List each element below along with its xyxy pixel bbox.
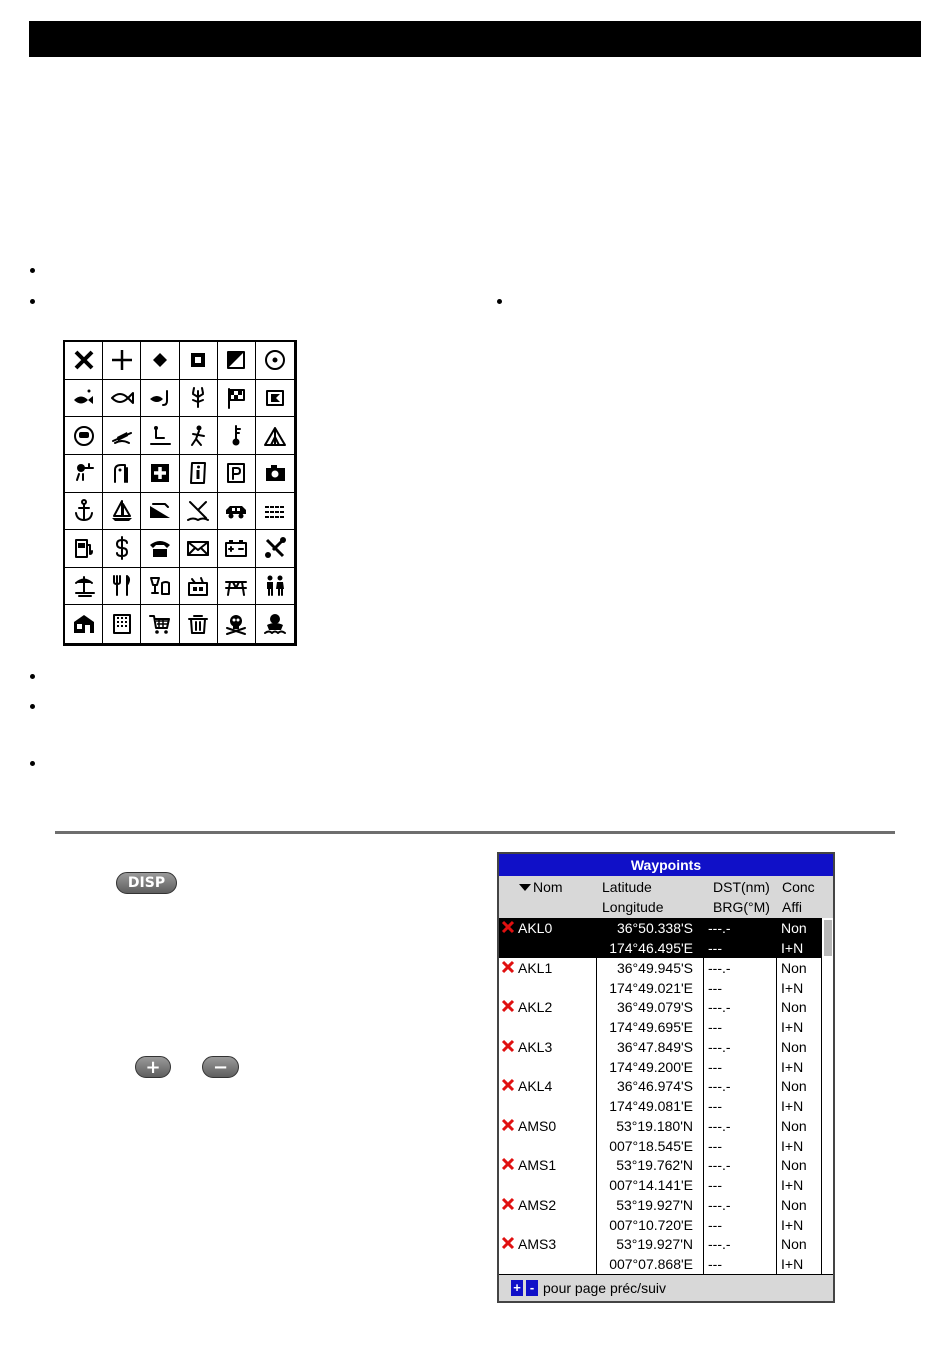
column-divider (776, 918, 777, 1274)
shop-icon (185, 573, 211, 599)
battery-icon (223, 535, 249, 561)
symbol-cell (141, 417, 179, 455)
fish-shoal-icon (71, 385, 97, 411)
telephone-icon (147, 535, 173, 561)
header-conc: Conc (782, 879, 815, 895)
symbol-cell (141, 568, 179, 606)
danger-icon (262, 611, 288, 637)
symbol-cell (103, 568, 141, 606)
waypoint-row[interactable] (499, 1076, 821, 1116)
symbol-cell (103, 417, 141, 455)
header-longitude: Longitude (602, 899, 664, 915)
symbol-cell (103, 380, 141, 418)
waypoint-conc: Non (781, 1078, 807, 1094)
car-icon (223, 498, 249, 524)
flag-icon (262, 385, 288, 411)
sailboat-icon (109, 498, 135, 524)
waypoint-bearing: --- (708, 1177, 722, 1193)
waypoint-row[interactable] (499, 1234, 821, 1274)
waypoint-latitude: 53°19.180'N (616, 1117, 693, 1134)
header-brg: BRG(°M) (713, 899, 770, 915)
half-square-icon (223, 347, 249, 373)
bullet (497, 299, 502, 304)
symbol-cell (256, 493, 294, 531)
waypoint-bearing: --- (708, 1216, 722, 1233)
toilets-icon (109, 460, 135, 486)
waypoint-longitude: 174°49.695'E (609, 1019, 693, 1035)
symbol-cell (218, 605, 256, 643)
symbol-cell (218, 342, 256, 380)
camera-icon (262, 460, 288, 486)
tent-icon (262, 423, 288, 449)
symbol-cell (256, 530, 294, 568)
first-aid-icon (147, 460, 173, 486)
symbol-cell (218, 455, 256, 493)
waypoint-longitude: 007°18.545'E (609, 1137, 693, 1154)
fish-outline-icon (109, 385, 135, 411)
waypoint-longitude: 174°46.495'E (609, 940, 693, 956)
waypoint-distance: ---.- (708, 1196, 731, 1213)
symbol-cell (65, 493, 103, 531)
disp-key: DISP (116, 872, 177, 894)
restaurant-icon (109, 573, 135, 599)
delete-mark-icon (501, 918, 515, 938)
diamond-icon (147, 347, 173, 373)
delete-mark-icon (501, 1037, 515, 1057)
symbol-cell (141, 530, 179, 568)
symbol-cell (218, 417, 256, 455)
thermometer-icon (223, 423, 249, 449)
tools-icon (262, 535, 288, 561)
delete-mark-icon (501, 997, 515, 1017)
waypoint-longitude: 174°49.021'E (609, 979, 693, 996)
waypoint-list-screen (497, 852, 835, 1303)
bullet (30, 761, 35, 766)
shower-icon (71, 460, 97, 486)
waypoint-row[interactable] (499, 997, 821, 1037)
bullet (30, 299, 35, 304)
waypoint-list-header (499, 876, 833, 918)
waypoint-rows (499, 918, 821, 1274)
symbol-cell (103, 342, 141, 380)
waypoint-latitude: 36°50.338'S (616, 920, 693, 936)
symbol-cell (65, 380, 103, 418)
waypoint-affi: I+N (781, 1058, 804, 1075)
waypoint-affi: I+N (781, 1098, 804, 1114)
symbol-cell (65, 568, 103, 606)
house-icon (71, 611, 97, 637)
delete-mark-icon (501, 1234, 515, 1254)
waypoint-conc: Non (781, 1117, 807, 1134)
waypoint-row[interactable] (499, 1195, 821, 1235)
waypoint-distance: ---.- (708, 1078, 731, 1094)
waypoint-latitude: 53°19.927'N (616, 1196, 693, 1213)
waypoint-distance: ---.- (708, 1157, 731, 1173)
header-name[interactable]: Nom (533, 879, 563, 895)
fish-hook-icon (147, 385, 173, 411)
footer-minus-key: - (526, 1280, 538, 1296)
symbol-cell (141, 605, 179, 643)
waypoint-conc: Non (781, 999, 807, 1015)
waypoint-name: AKL3 (518, 1038, 553, 1055)
symbol-cell (180, 530, 218, 568)
minus-key: − (202, 1056, 239, 1078)
waypoint-bearing: --- (708, 940, 722, 956)
waypoint-distance: ---.- (708, 959, 731, 976)
symbol-cell (65, 342, 103, 380)
column-divider (703, 918, 704, 1274)
waypoint-latitude: 36°46.974'S (616, 1078, 693, 1094)
waves-icon (262, 498, 288, 524)
waypoint-name: AKL4 (518, 1078, 553, 1094)
symbol-cell (218, 493, 256, 531)
waypoint-name: AMS1 (518, 1157, 557, 1173)
footer-hint: pour page préc/suiv (543, 1280, 666, 1296)
waypoint-list-title: Waypoints (499, 854, 833, 876)
beach-icon (71, 573, 97, 599)
waypoint-affi: I+N (781, 1256, 804, 1272)
waypoint-conc: Non (781, 959, 807, 976)
waypoint-bearing: --- (708, 1256, 722, 1272)
header-dst: DST(nm) (713, 879, 770, 895)
waypoint-distance: ---.- (708, 920, 731, 936)
symbol-cell (180, 493, 218, 531)
footer-plus-key: + (511, 1280, 523, 1296)
section-divider (55, 831, 895, 834)
waypoint-distance: ---.- (708, 1236, 731, 1252)
waypoint-conc: Non (781, 1038, 807, 1055)
symbol-cell (180, 455, 218, 493)
waypoint-distance: ---.- (708, 999, 731, 1015)
anchor-icon (71, 498, 97, 524)
waypoint-row[interactable] (499, 1155, 821, 1195)
fishing-icon (185, 498, 211, 524)
waypoint-bearing: --- (708, 1137, 722, 1154)
symbol-cell (103, 493, 141, 531)
building-icon (109, 611, 135, 637)
symbol-cell (103, 530, 141, 568)
waypoint-conc: Non (781, 1196, 807, 1213)
plus-key: + (135, 1056, 171, 1078)
waypoint-affi: I+N (781, 979, 804, 996)
waypoint-affi: I+N (781, 940, 804, 956)
bullet (30, 704, 35, 709)
dollar-icon (109, 535, 135, 561)
waypoint-distance: ---.- (708, 1038, 731, 1055)
waypoint-conc: Non (781, 1157, 807, 1173)
checkered-flag-icon (223, 385, 249, 411)
delete-mark-icon (501, 1076, 515, 1096)
delete-mark-icon (501, 958, 515, 978)
waypoint-bearing: --- (708, 1019, 722, 1035)
waypoint-distance: ---.- (708, 1117, 731, 1134)
section-header-bar (29, 21, 921, 57)
parking-icon (223, 460, 249, 486)
delete-mark-icon (501, 1155, 515, 1175)
symbol-cell (180, 342, 218, 380)
symbol-cell (256, 605, 294, 643)
diver-icon (71, 423, 97, 449)
waypoint-longitude: 174°49.081'E (609, 1098, 693, 1114)
wreck-icon (109, 423, 135, 449)
waypoint-latitude: 36°47.849'S (616, 1038, 693, 1055)
waypoint-affi: I+N (781, 1216, 804, 1233)
waypoint-latitude: 36°49.945'S (616, 959, 693, 976)
symbol-cell (141, 455, 179, 493)
symbol-cell (256, 568, 294, 606)
symbol-cell (141, 342, 179, 380)
waypoint-row[interactable] (499, 1116, 821, 1156)
symbol-cell (218, 530, 256, 568)
skull-icon (223, 611, 249, 637)
waypoint-latitude: 36°49.079'S (616, 999, 693, 1015)
waypoint-scrollbar[interactable] (821, 918, 833, 1274)
symbol-cell (65, 455, 103, 493)
scroll-thumb[interactable] (824, 920, 832, 956)
symbol-cell (103, 605, 141, 643)
people-icon (262, 573, 288, 599)
waypoint-latitude: 53°19.762'N (616, 1157, 693, 1173)
waypoint-conc: Non (781, 920, 807, 936)
lobster-icon (185, 385, 211, 411)
column-divider (596, 918, 597, 1274)
symbol-cell (180, 417, 218, 455)
waypoint-symbol-grid (63, 340, 297, 646)
waypoint-bearing: --- (708, 979, 722, 996)
boat-ramp-icon (147, 498, 173, 524)
waypoint-name: AKL2 (518, 999, 553, 1015)
waypoint-name: AKL0 (518, 920, 553, 936)
symbol-cell (65, 417, 103, 455)
symbol-cell (256, 380, 294, 418)
symbol-cell (103, 455, 141, 493)
symbol-cell (180, 568, 218, 606)
symbol-cell (65, 530, 103, 568)
symbol-cell (180, 380, 218, 418)
mail-icon (185, 535, 211, 561)
drinks-icon (147, 573, 173, 599)
waypoint-bearing: --- (708, 1098, 722, 1114)
symbol-cell (141, 380, 179, 418)
trash-icon (185, 611, 211, 637)
waypoint-latitude: 53°19.927'N (616, 1236, 693, 1252)
target-circle-icon (262, 347, 288, 373)
sort-down-icon[interactable] (519, 884, 531, 892)
waypoint-longitude: 007°07.868'E (609, 1256, 693, 1272)
waypoint-affi: I+N (781, 1177, 804, 1193)
symbol-cell (141, 493, 179, 531)
header-affi: Affi (782, 899, 802, 915)
square-icon (185, 347, 211, 373)
delete-mark-icon (501, 1116, 515, 1136)
waypoint-longitude: 174°49.200'E (609, 1058, 693, 1075)
waypoint-conc: Non (781, 1236, 807, 1252)
shopping-cart-icon (147, 611, 173, 637)
hiker-icon (185, 423, 211, 449)
fuel-pump-icon (71, 535, 97, 561)
waypoint-name: AMS2 (518, 1196, 557, 1213)
header-latitude: Latitude (602, 879, 652, 895)
cross-icon (71, 347, 97, 373)
waypoint-row[interactable] (499, 1037, 821, 1077)
symbol-cell (218, 568, 256, 606)
symbol-cell (180, 605, 218, 643)
waypoint-name: AKL1 (518, 959, 553, 976)
symbol-cell (256, 342, 294, 380)
picnic-table-icon (223, 573, 249, 599)
symbol-cell (256, 417, 294, 455)
symbol-cell (218, 380, 256, 418)
symbol-cell (65, 605, 103, 643)
waypoint-affi: I+N (781, 1137, 804, 1154)
waypoint-name: AMS0 (518, 1117, 557, 1134)
delete-mark-icon (501, 1195, 515, 1215)
waypoint-longitude: 007°10.720'E (609, 1216, 693, 1233)
waypoint-bearing: --- (708, 1058, 722, 1075)
bullet (30, 268, 35, 273)
symbol-cell (256, 455, 294, 493)
waypoint-affi: I+N (781, 1019, 804, 1035)
waypoint-list-footer (499, 1274, 833, 1301)
waypoint-longitude: 007°14.141'E (609, 1177, 693, 1193)
plus-icon (109, 347, 135, 373)
waypoint-row[interactable] (499, 958, 821, 998)
waypoint-name: AMS3 (518, 1236, 557, 1252)
bullet (30, 674, 35, 679)
information-icon (185, 460, 211, 486)
ski-icon (147, 423, 173, 449)
waypoint-row[interactable] (499, 918, 821, 958)
